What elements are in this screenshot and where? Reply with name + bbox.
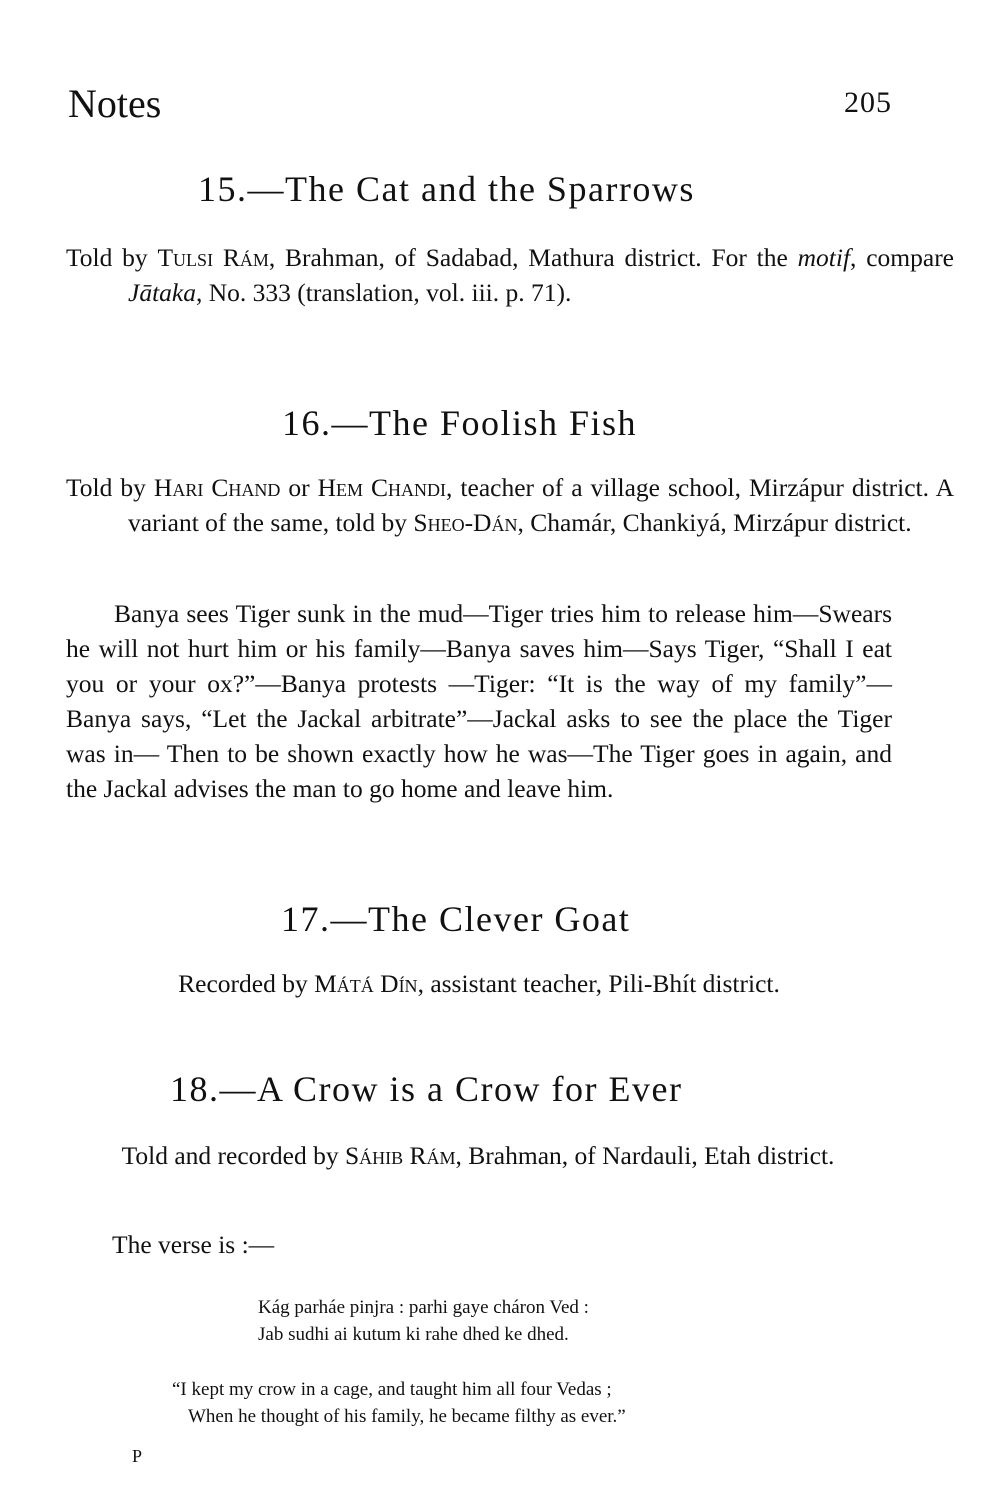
- verse-line-1: Kág parháe pinjra : parhi gaye cháron Ved :: [258, 1297, 589, 1318]
- section-18-title: 18.—A Crow is a Crow for Ever: [170, 1069, 683, 1109]
- section-16-title: 16.—The Foolish Fish: [282, 403, 638, 443]
- jataka-title: Jātaka: [128, 278, 196, 307]
- narrator-name: Hem Chandi: [317, 473, 447, 502]
- narrator-name: Sheo-Dán: [413, 508, 518, 537]
- motif-term: motif: [797, 243, 851, 272]
- section-16-note: Told by Hari Chand or Hem Chandi, teacher of a village school, Mirzápur district. A variant of the same, told by Sheo-Dán, Chamár, Chankiyá, Mirzápur district.: [66, 473, 955, 537]
- running-head: Notes: [68, 81, 162, 126]
- translation-line-2: When he thought of his family, he became filthy as ever.”: [188, 1406, 626, 1427]
- narrator-name: Tulsi Rám: [157, 243, 269, 272]
- section-18-note: Told and recorded by Sáhib Rám, Brahman, of Nardauli, Etah district.: [121, 1141, 835, 1170]
- narrator-name: Sáhib Rám: [344, 1141, 456, 1170]
- signature-mark: P: [132, 1446, 143, 1466]
- section-15-title: 15.—The Cat and the Sparrows: [198, 169, 695, 209]
- section-16-summary: Banya sees Tiger sunk in the mud—Tiger tries him to release him—Swears he will not hurt him or his family—Banya saves him—Says Tiger, “Shall I eat you or your ox?”—Banya protests —Tiger: “It is the way of my family”—Banya says, “Let the Jackal arbitrate”—Jackal asks to see the place the Tiger was in— Then to be shown exactly how he was—The Tiger goes in again, and the Jackal advises the man to go home and leave him.: [66, 599, 892, 803]
- section-17-note: Recorded by Mátá Dín, assistant teacher, Pili-Bhít district.: [178, 969, 780, 998]
- section-17-title: 17.—The Clever Goat: [281, 899, 631, 939]
- narrator-name: Mátá Dín: [314, 969, 418, 998]
- narrator-name: Hari Chand: [153, 473, 281, 502]
- translation-line-1: “I kept my crow in a cage, and taught him all four Vedas ;: [172, 1379, 612, 1400]
- verse-intro: The verse is :—: [112, 1230, 275, 1259]
- verse-line-2: Jab sudhi ai kutum ki rahe dhed ke dhed.: [258, 1324, 569, 1345]
- section-15-note: Told by Tulsi Rám, Brahman, of Sadabad, Mathura district. For the motif, compare Jātaka, No. 333 (translation, vol. iii. p. 71).: [66, 243, 954, 307]
- page-number: 205: [844, 86, 892, 119]
